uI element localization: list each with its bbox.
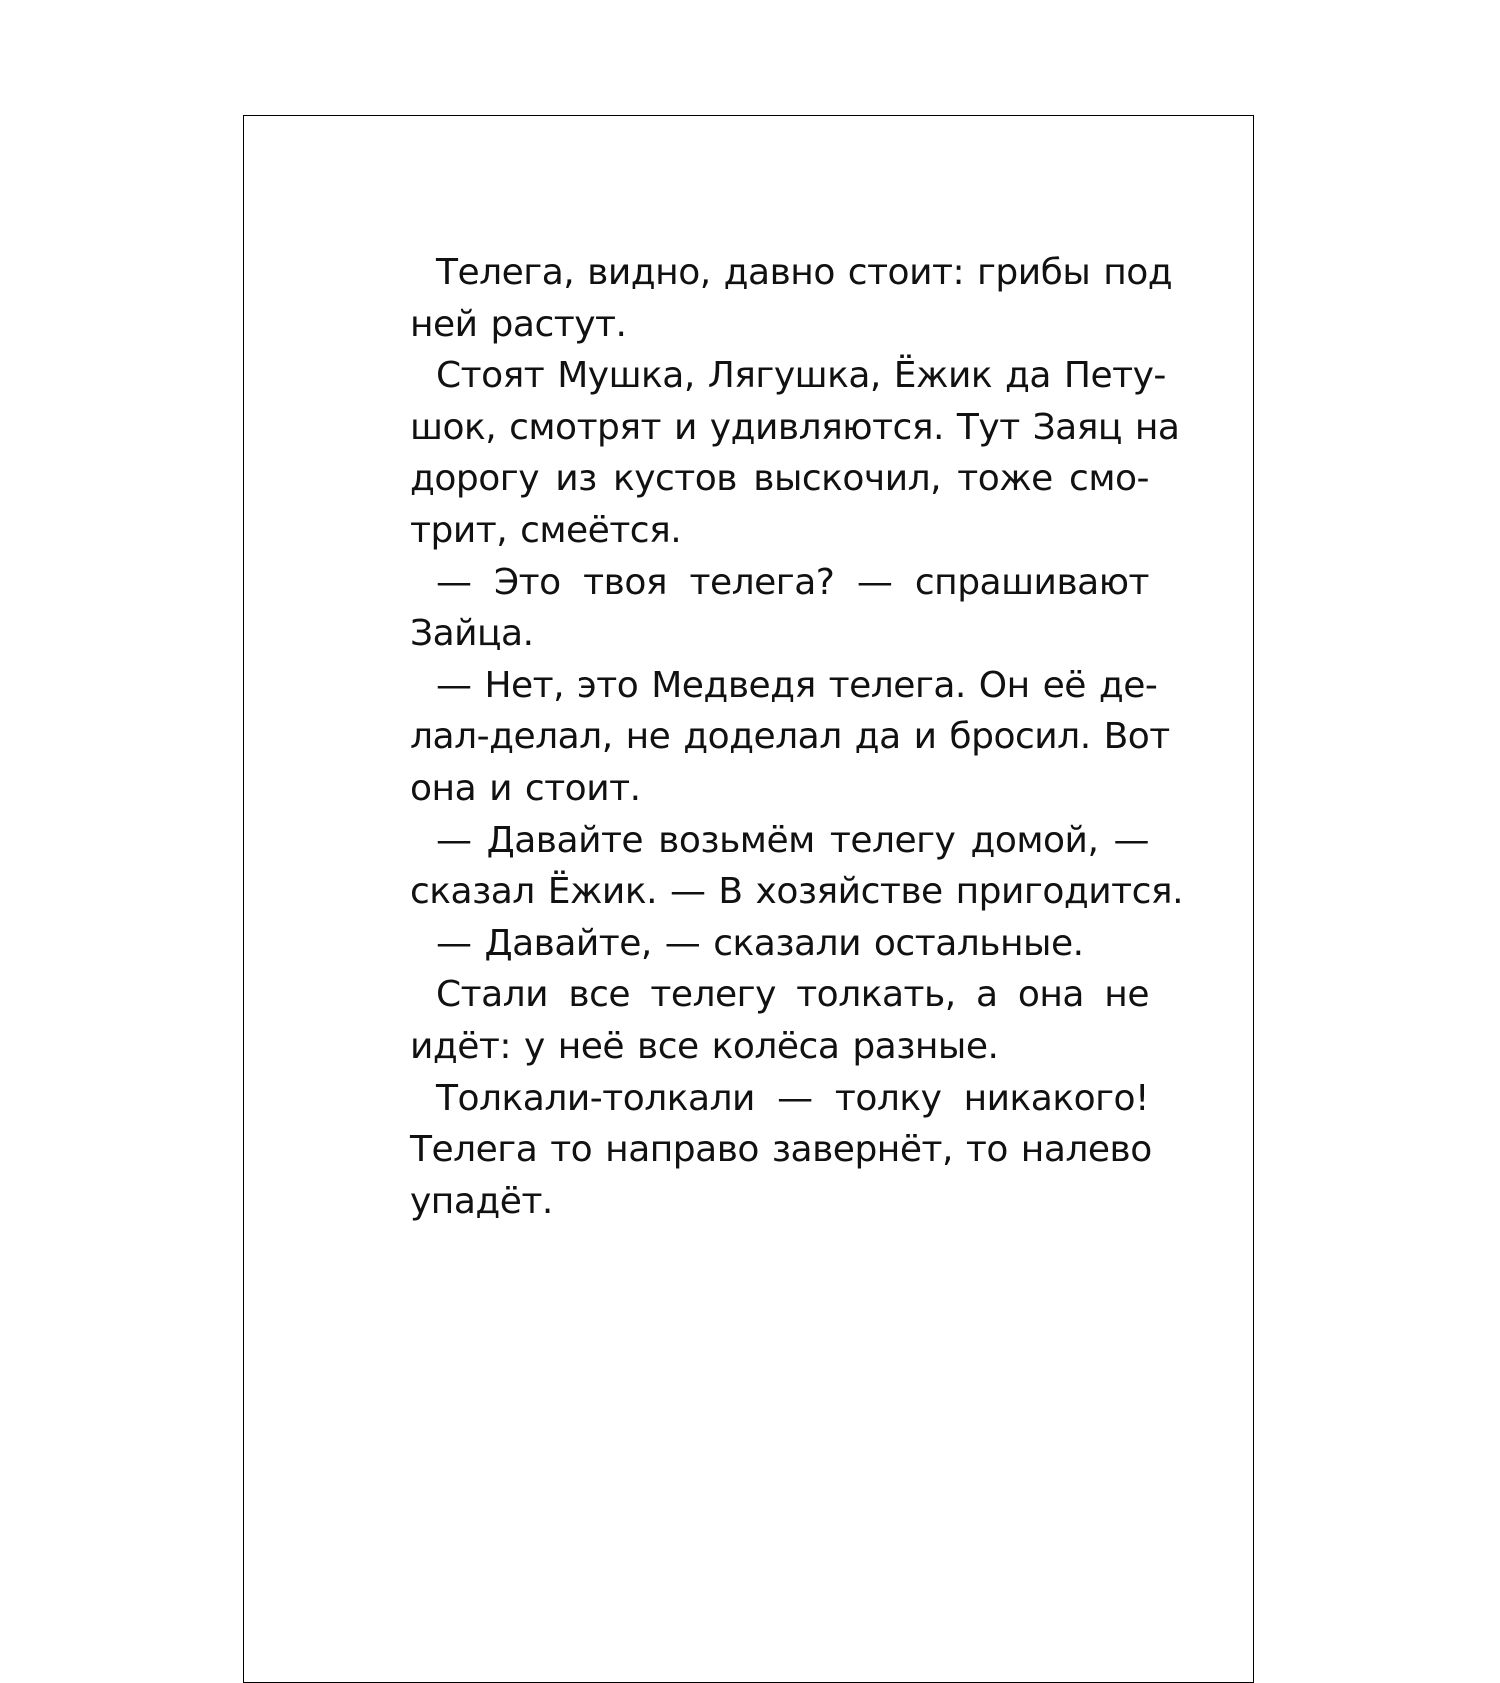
text-line: она и стоит.	[410, 767, 641, 809]
text-line: Зайца.	[410, 613, 534, 655]
paragraph-1	[384, 247, 1173, 350]
text-line: Телега, видно, давно стоит: грибы под	[436, 252, 1173, 293]
text-line: Стоят Мушка, Лягушка, Ёжик да Пету-	[436, 355, 1166, 397]
text-line: — Нет, это Медведя телега. Он её де-	[436, 664, 1158, 706]
text-line: Толкали-толкали — толку никакого!	[436, 1077, 1149, 1119]
text-line: — Это твоя телега? — спрашивают	[436, 561, 1149, 603]
paragraph-8	[384, 1073, 1152, 1228]
text-line: ней растут.	[410, 303, 627, 345]
text-line: трит, смеётся.	[410, 509, 682, 551]
paragraph-6	[384, 918, 1149, 970]
text-line: дорогу из кустов выскочил, тоже смо-	[410, 458, 1149, 500]
text-line: — Давайте, — сказали остальные.	[436, 922, 1084, 964]
text-line: идёт: у неё все колёса разные.	[410, 1025, 999, 1067]
text-line: Стали все телегу толкать, а она не	[436, 974, 1149, 1016]
text-line: шок, смотрят и удивляются. Тут Заяц на	[410, 406, 1180, 448]
text-line: Телега то направо завернёт, то налево	[410, 1129, 1152, 1171]
text-line: сказал Ёжик. — В хозяйстве пригодится.	[410, 871, 1184, 913]
text-line: — Давайте возьмём телегу домой, —	[436, 819, 1149, 861]
text-line: упадёт.	[410, 1180, 553, 1222]
paragraph-5	[384, 815, 1184, 918]
paragraph-4	[384, 660, 1170, 815]
story-text	[384, 247, 1184, 1227]
paragraph-2	[384, 350, 1180, 556]
text-line: лал-делал, не доделал да и бросил. Вот	[410, 716, 1170, 758]
paragraph-3	[384, 557, 1149, 660]
paragraph-7	[384, 969, 1149, 1072]
